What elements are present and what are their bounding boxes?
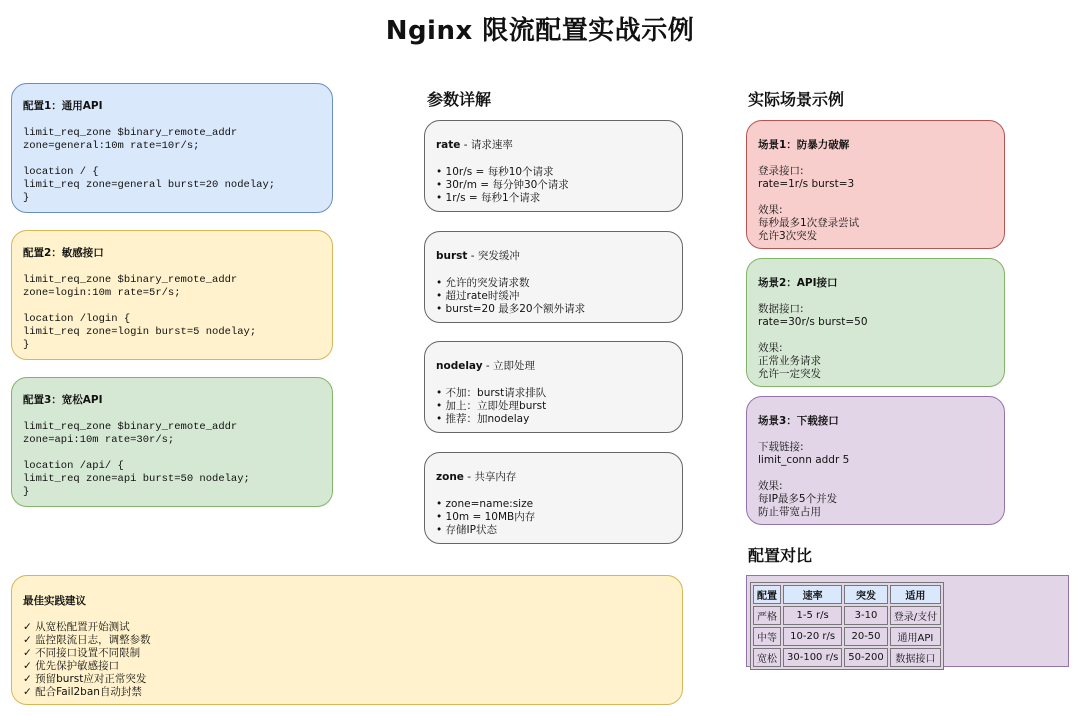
table-cell: 中等 <box>753 627 781 646</box>
config-title: 配置3：宽松API <box>23 394 103 406</box>
config-card-api <box>11 377 333 507</box>
compare-table <box>750 582 944 670</box>
scene-card-api <box>746 258 1005 387</box>
code-line: } <box>23 486 30 498</box>
table-cell: 3-10 <box>844 606 887 625</box>
code-line: } <box>23 192 30 204</box>
scene-line: 每IP最多5个并发 <box>758 493 838 505</box>
best-practice-item: ✓ 优先保护敏感接口 <box>23 660 120 672</box>
param-bullet: • 允许的突发请求数 <box>436 277 530 289</box>
best-practice-item: ✓ 预留burst应对正常突发 <box>23 673 147 685</box>
param-bullet: • 加上：立即处理burst <box>436 400 547 412</box>
config-title: 配置1：通用API <box>23 100 103 112</box>
table-row <box>753 627 941 646</box>
scene-line: 效果: <box>758 480 783 492</box>
scene-line: limit_conn addr 5 <box>758 454 850 466</box>
table-cell: 1-5 r/s <box>783 606 842 625</box>
param-bullet: • 存储IP状态 <box>436 524 497 536</box>
page-title: Nginx 限流配置实战示例 <box>385 16 695 46</box>
table-row <box>753 648 941 667</box>
param-bullet: • zone=name:size <box>436 498 534 510</box>
config-card-login <box>11 230 333 360</box>
param-key: zone <box>436 471 464 483</box>
scene-title: 场景2：API接口 <box>758 277 838 289</box>
scene-line: 允许3次突发 <box>758 230 818 242</box>
scene-line: rate=1r/s burst=3 <box>758 178 855 190</box>
scene-line: 效果: <box>758 204 783 216</box>
scenes-heading: 实际场景示例 <box>748 90 845 109</box>
code-line: limit_req_zone $binary_remote_addr <box>23 274 238 286</box>
best-practice-item: ✓ 监控限流日志，调整参数 <box>23 634 151 646</box>
code-line: limit_req_zone $binary_remote_addr <box>23 421 238 433</box>
table-cell: 宽松 <box>753 648 781 667</box>
code-line: limit_req_zone $binary_remote_addr <box>23 127 238 139</box>
param-key: rate <box>436 139 461 151</box>
best-practices-title: 最佳实践建议 <box>23 595 86 607</box>
best-practices-card <box>11 575 683 705</box>
config-card-general <box>11 83 333 213</box>
table-header-cell: 速率 <box>783 585 842 604</box>
param-bullet: • burst=20 最多20个额外请求 <box>436 303 586 315</box>
param-card-zone <box>424 452 683 544</box>
table-cell: 严格 <box>753 606 781 625</box>
param-desc: - 立即处理 <box>482 360 536 372</box>
code-line: limit_req zone=general burst=20 nodelay; <box>23 179 276 191</box>
scene-line: rate=30r/s burst=50 <box>758 316 868 328</box>
param-title <box>436 248 671 263</box>
param-bullet: • 超过rate时缓冲 <box>436 290 520 302</box>
params-heading: 参数详解 <box>427 90 492 109</box>
code-line: location /login { <box>23 313 131 325</box>
scene-line: 数据接口: <box>758 303 804 315</box>
code-line: limit_req zone=login burst=5 nodelay; <box>23 326 257 338</box>
code-line: } <box>23 339 30 351</box>
param-bullet: • 10m = 10MB内存 <box>436 511 536 523</box>
param-bullet: • 不加：burst请求排队 <box>436 387 547 399</box>
param-card-nodelay <box>424 341 683 433</box>
code-line: location / { <box>23 166 99 178</box>
param-bullet: • 推荐：加nodelay <box>436 413 530 425</box>
param-desc: - 突发缓冲 <box>467 250 520 262</box>
param-key: burst <box>436 250 468 262</box>
param-card-burst <box>424 231 683 323</box>
table-header-cell: 适用 <box>890 585 941 604</box>
code-line: zone=login:10m rate=5r/s; <box>23 287 181 299</box>
scene-card-bruteforce <box>746 120 1005 249</box>
param-title <box>436 137 671 152</box>
scene-card-download <box>746 396 1005 525</box>
table-cell: 20-50 <box>844 627 887 646</box>
table-cell: 30-100 r/s <box>783 648 842 667</box>
param-title <box>436 358 671 373</box>
scene-line: 正常业务请求 <box>758 355 821 367</box>
table-header-cell: 配置 <box>753 585 781 604</box>
code-line: location /api/ { <box>23 460 124 472</box>
param-bullet: • 10r/s = 每秒10个请求 <box>436 166 554 178</box>
param-bullet: • 30r/m = 每分钟30个请求 <box>436 179 569 191</box>
param-card-rate <box>424 120 683 212</box>
param-desc: - 共享内存 <box>463 471 517 483</box>
compare-panel <box>746 575 1069 667</box>
best-practice-item: ✓ 不同接口设置不同限制 <box>23 647 141 659</box>
table-cell: 50-200 <box>844 648 887 667</box>
table-header-row <box>753 585 941 604</box>
code-line: zone=general:10m rate=10r/s; <box>23 140 200 152</box>
best-practice-item: ✓ 配合Fail2ban自动封禁 <box>23 686 142 698</box>
config-title: 配置2：敏感接口 <box>23 247 104 259</box>
compare-heading: 配置对比 <box>748 546 813 565</box>
scene-title: 场景1：防暴力破解 <box>758 139 850 151</box>
table-row <box>753 606 941 625</box>
scene-line: 下载链接: <box>758 441 804 453</box>
table-cell: 数据接口 <box>890 648 941 667</box>
best-practice-item: ✓ 从宽松配置开始测试 <box>23 621 130 633</box>
param-title <box>436 469 671 484</box>
scene-title: 场景3：下载接口 <box>758 415 839 427</box>
table-cell: 登录/支付 <box>890 606 941 625</box>
param-bullet: • 1r/s = 每秒1个请求 <box>436 192 541 204</box>
scene-line: 每秒最多1次登录尝试 <box>758 217 860 229</box>
scene-line: 防止带宽占用 <box>758 506 821 518</box>
code-line: zone=api:10m rate=30r/s; <box>23 434 175 446</box>
param-desc: - 请求速率 <box>460 139 513 151</box>
table-cell: 10-20 r/s <box>783 627 842 646</box>
param-key: nodelay <box>436 360 483 372</box>
table-header-cell: 突发 <box>844 585 887 604</box>
table-cell: 通用API <box>890 627 941 646</box>
scene-line: 允许一定突发 <box>758 368 821 380</box>
code-line: limit_req zone=api burst=50 nodelay; <box>23 473 250 485</box>
scene-line: 登录接口: <box>758 165 804 177</box>
scene-line: 效果: <box>758 342 783 354</box>
